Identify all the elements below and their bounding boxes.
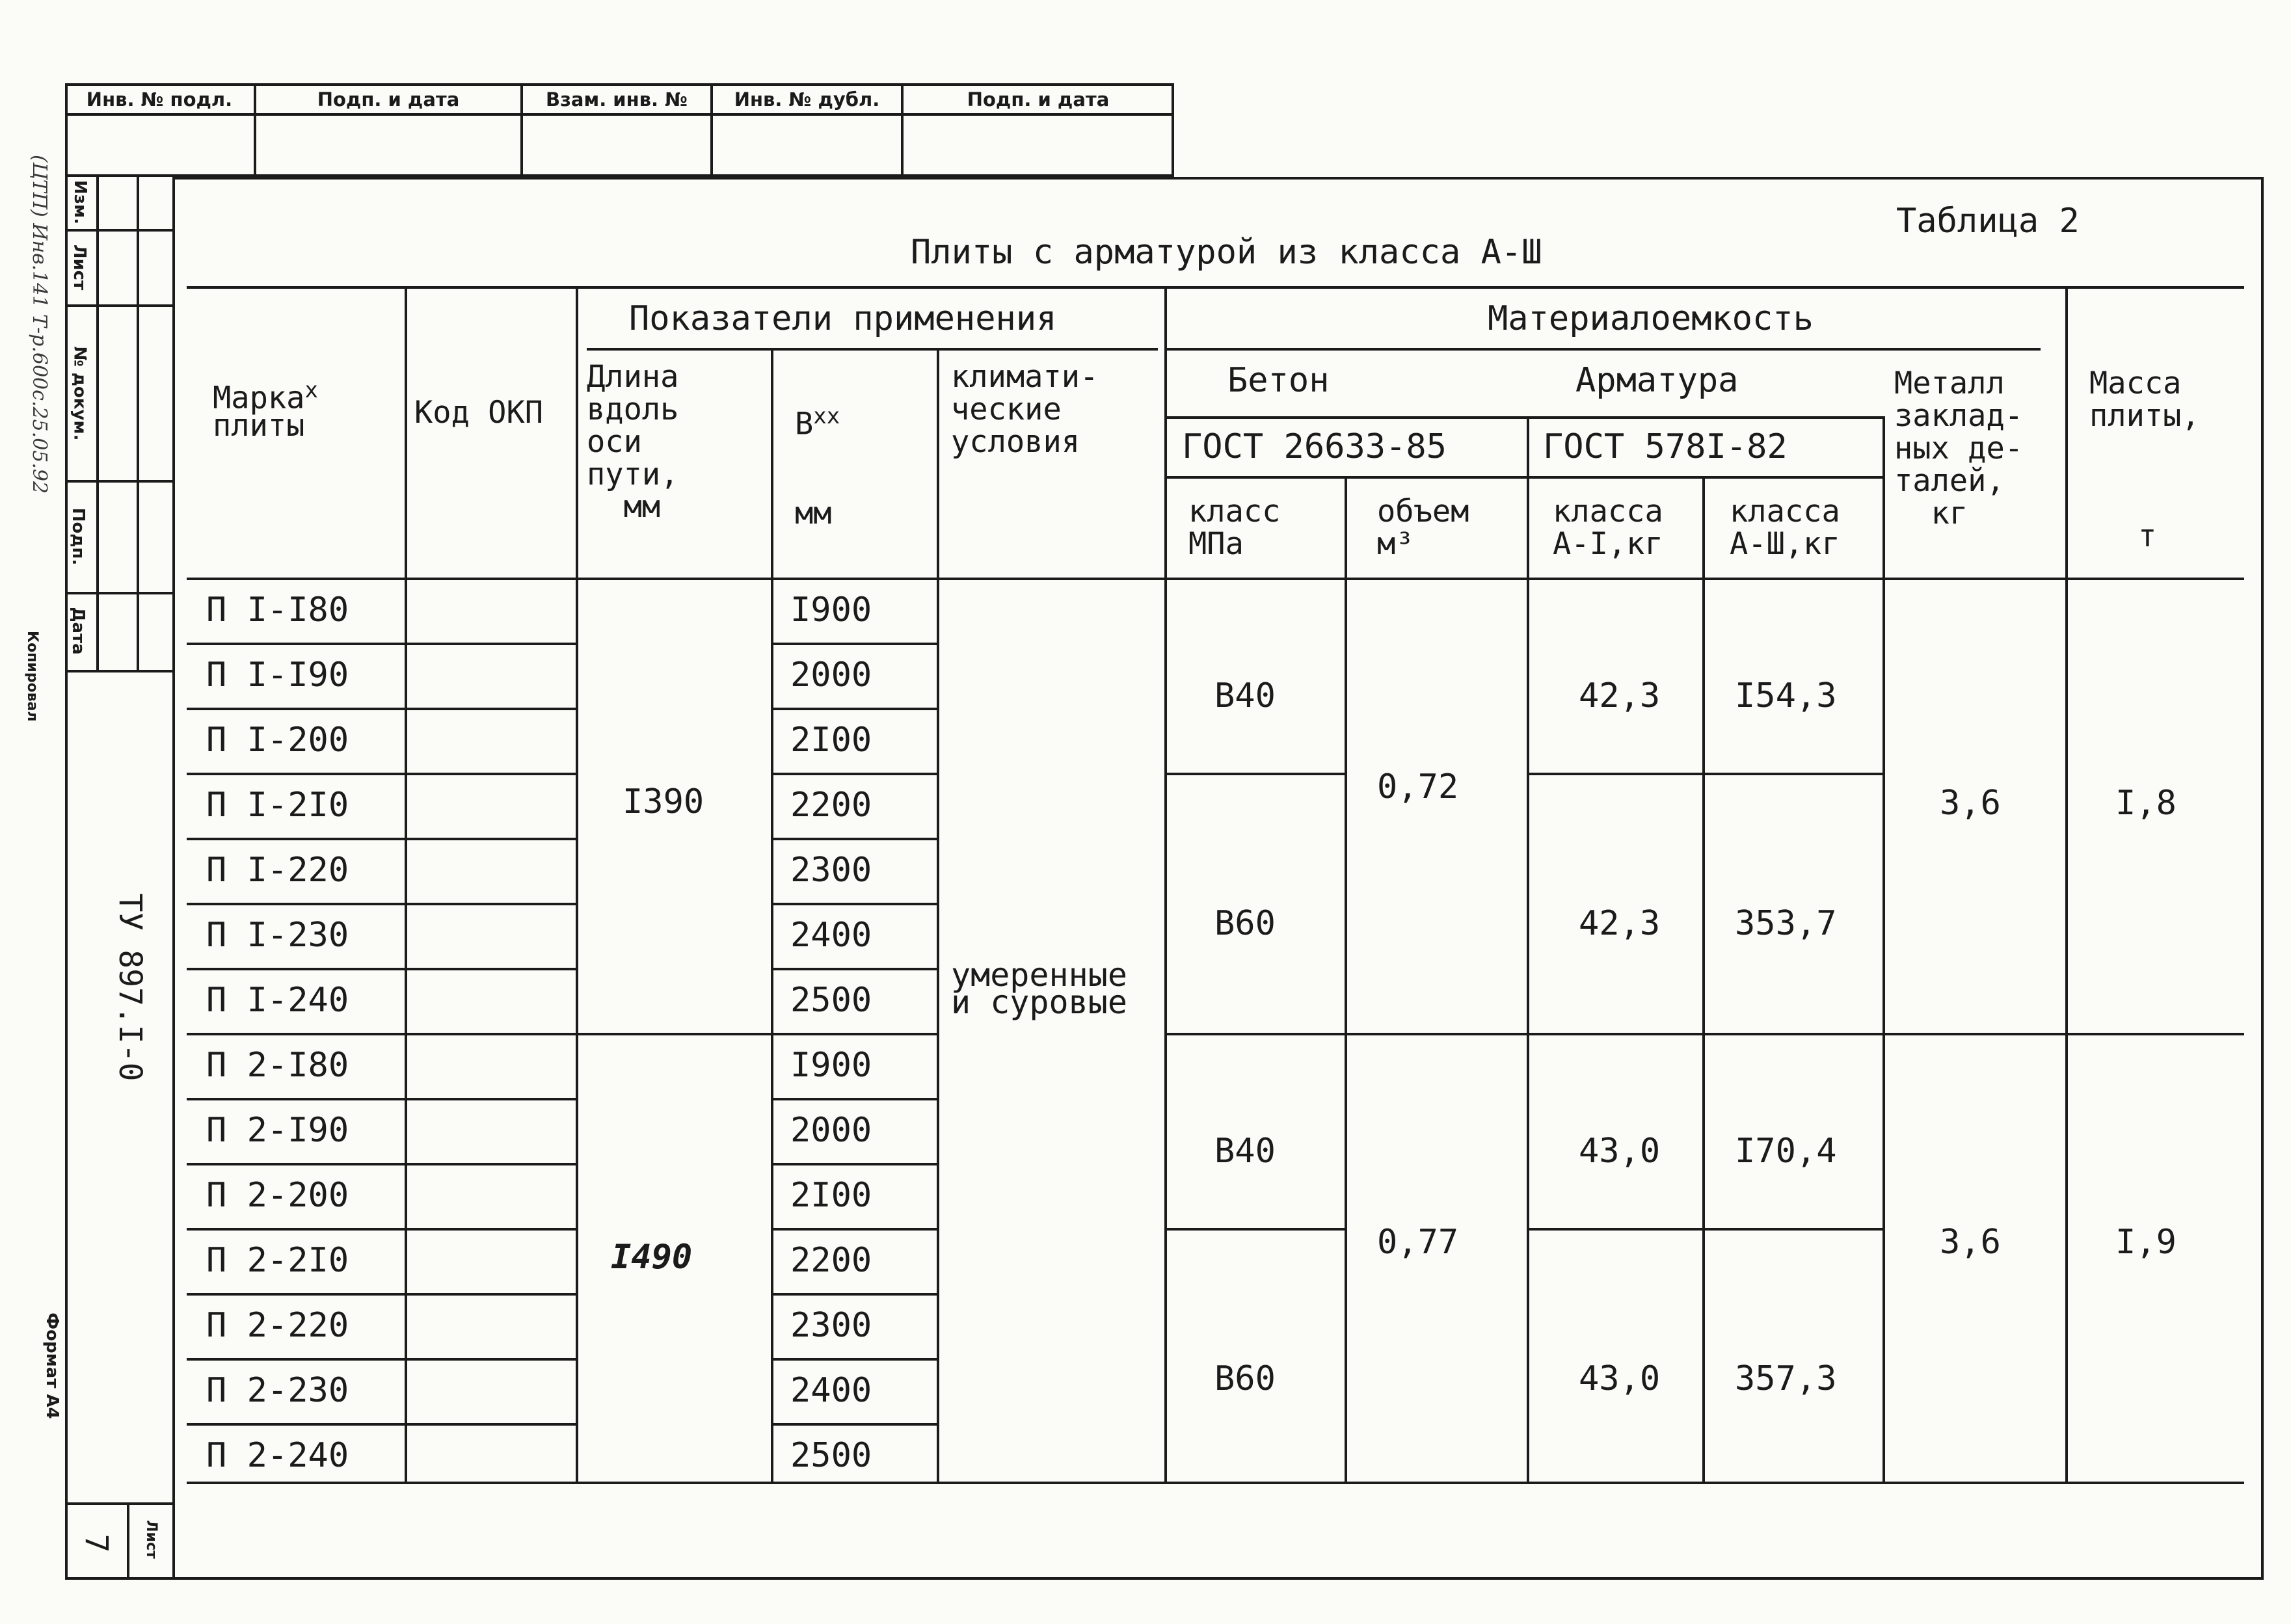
hdr-materials: Материалоемкость [1488, 299, 1814, 338]
hdr-rebar-std: ГОСТ 578I-82 [1543, 427, 1788, 466]
row-mark: П 2-240 [206, 1436, 349, 1475]
hdr-mass-unit: т [2138, 518, 2157, 554]
hdr-class-mpa: класс МПа [1188, 494, 1281, 562]
stamp-col-sign-date-2: Подп. и дата [967, 88, 1110, 111]
row-b: 2300 [790, 1306, 872, 1345]
hdr-mark-line2: плиты [213, 408, 305, 444]
row-mark: П 2-I90 [206, 1111, 349, 1150]
rev-label-doc-no: № докум. [70, 346, 90, 441]
hdr-rebar: Арматура [1575, 361, 1739, 400]
margin-handwritten-note: (ЦТП) Инв.141 Т-р.600с.25.05.92 [28, 155, 51, 494]
group2-metal: 3,6 [1940, 1223, 2001, 1262]
bottom-frame-line [65, 1577, 2264, 1580]
copied-label: Копировал [24, 631, 40, 722]
table-number: Таблица 2 [1896, 202, 2080, 241]
top-frame-line [172, 177, 2264, 180]
format-label: Формат А4 [42, 1312, 62, 1419]
row-b: 2000 [790, 656, 872, 695]
hdr-mark: Марка$^х$ [213, 377, 318, 416]
row-b: 2300 [790, 851, 872, 890]
group2-mass: I,9 [2115, 1223, 2177, 1262]
row-mark: П 2-220 [206, 1306, 349, 1345]
row-b: 2I00 [790, 721, 872, 760]
hdr-usage: Показатели применения [629, 299, 1057, 338]
group1-a1-1: 42,3 [1579, 676, 1661, 715]
sheet-number: 7 [78, 1534, 114, 1553]
group1-class-2: В60 [1214, 904, 1276, 943]
row-mark: П I-2I0 [206, 786, 349, 825]
row-b: 2400 [790, 1371, 872, 1410]
group2-a1-1: 43,0 [1579, 1132, 1661, 1171]
stamp-col-sign-date-1: Подп. и дата [317, 88, 460, 111]
hdr-okp: Код ОКП [414, 395, 544, 431]
row-b: 2400 [790, 916, 872, 955]
group2-a3-1: I70,4 [1735, 1132, 1837, 1171]
group2-class-1: В40 [1214, 1132, 1276, 1171]
group2-a3-2: 357,3 [1735, 1359, 1837, 1398]
row-mark: П 2-230 [206, 1371, 349, 1410]
hdr-a1: класса А-I,кг [1553, 494, 1663, 562]
group1-class-1: В40 [1214, 676, 1276, 715]
group1-a3-1: I54,3 [1735, 676, 1837, 715]
hdr-b-unit: мм [795, 496, 832, 531]
row-b: 2I00 [790, 1176, 872, 1215]
doc-code: ТУ 897.I-0 [112, 893, 148, 1082]
hdr-metal: Металл заклад- ных де- талей, кг [1894, 366, 2024, 531]
group1-length: I390 [623, 782, 704, 821]
table-title: Плиты с арматурой из класса А-Ш [911, 233, 1542, 272]
row-mark: П I-230 [206, 916, 349, 955]
row-b: 2500 [790, 981, 872, 1020]
stamp-col-inv-dup: Инв. № дубл. [734, 88, 880, 111]
rev-label-change: Изм. [70, 180, 90, 224]
row-mark: П I-I80 [206, 591, 349, 630]
row-mark: П 2-I80 [206, 1046, 349, 1085]
climate-conditions: умеренные и суровые [951, 956, 1127, 1021]
stamp-col-inv-orig: Инв. № подл. [86, 88, 233, 111]
row-mark: П I-240 [206, 981, 349, 1020]
hdr-a3: класса А-Ш,кг [1730, 494, 1840, 562]
row-mark: П I-200 [206, 721, 349, 760]
row-mark: П 2-200 [206, 1176, 349, 1215]
group1-a1-2: 42,3 [1579, 904, 1661, 943]
group2-volume: 0,77 [1377, 1223, 1459, 1262]
row-b: 2200 [790, 1241, 872, 1280]
row-b: I900 [790, 1046, 872, 1085]
rev-label-sheet: Лист [70, 244, 89, 291]
group2-class-2: В60 [1214, 1359, 1276, 1398]
hdr-concrete: Бетон [1227, 361, 1330, 400]
sheet-label: Лист [143, 1520, 159, 1559]
right-frame-line [2261, 179, 2264, 1580]
group2-a1-2: 43,0 [1579, 1359, 1661, 1398]
group1-volume: 0,72 [1377, 767, 1459, 806]
hdr-concrete-std: ГОСТ 26633-85 [1182, 427, 1447, 466]
rev-label-sign: Подп. [68, 507, 88, 566]
row-b: I900 [790, 591, 872, 630]
group1-metal: 3,6 [1940, 784, 2001, 823]
row-mark: П I-I90 [206, 656, 349, 695]
row-mark: П 2-2I0 [206, 1241, 349, 1280]
hdr-length: Длина вдоль оси пути, мм [587, 359, 679, 525]
specification-table [187, 286, 2244, 1484]
hdr-b: $В^{хх}$ [795, 403, 840, 442]
rev-label-date: Дата [68, 607, 88, 655]
group2-length: I490 [611, 1238, 693, 1277]
stamp-col-replaced-inv: Взам. инв. № [545, 88, 688, 111]
row-mark: П I-220 [206, 851, 349, 890]
row-b: 2000 [790, 1111, 872, 1150]
row-b: 2500 [790, 1436, 872, 1475]
hdr-volume: объем м³ [1377, 494, 1469, 562]
hdr-climate: климати- ческие условия [951, 359, 1099, 460]
row-b: 2200 [790, 786, 872, 825]
group1-mass: I,8 [2115, 784, 2177, 823]
hdr-mass: Масса плиты, [2089, 366, 2200, 434]
group1-a3-2: 353,7 [1735, 904, 1837, 943]
